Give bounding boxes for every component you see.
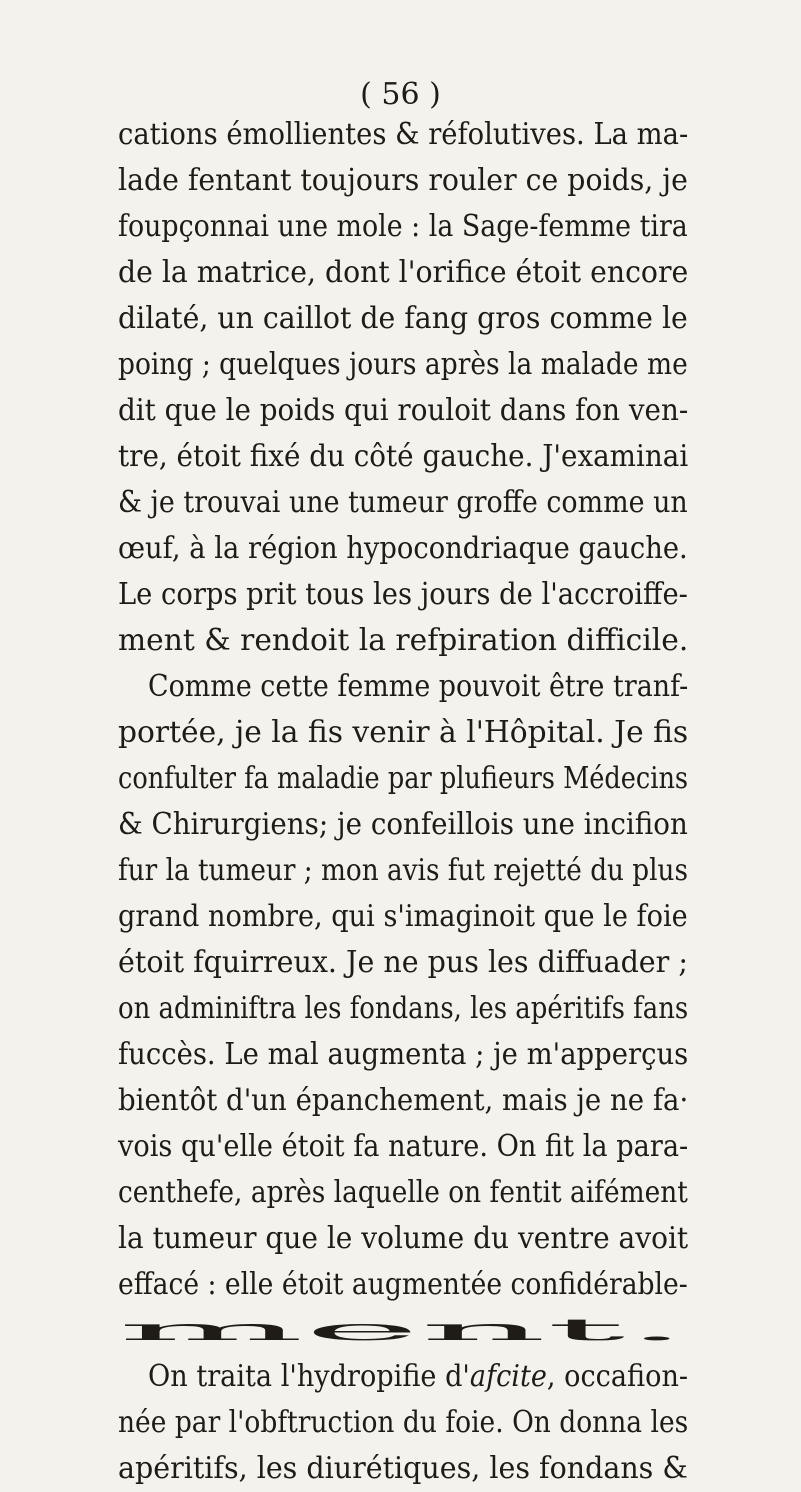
text-line: ment & rendoit la refpiration difficile. xyxy=(118,623,689,658)
text-line: on adminiftra les fondans, les apéritifs fans xyxy=(118,991,689,1026)
text-line: ment. xyxy=(118,1313,688,1348)
text-line: bientôt d'un épanchement, mais je ne fa· xyxy=(118,1083,689,1118)
text-line: Le corps prit tous les jours de l'accroiffe- xyxy=(118,577,688,612)
text-line: & Chirurgiens; je confeillois une incifion xyxy=(118,807,688,842)
text-run: , occafion- xyxy=(546,1359,689,1394)
text-line: foupçonnai une mole : la Sage-femme tira xyxy=(118,209,688,244)
text-line: vois qu'elle étoit fa nature. On fit la para- xyxy=(118,1129,689,1164)
text-line: fuccès. Le mal augmenta ; je m'apperçus xyxy=(118,1037,689,1072)
text-line: dit que le poids qui rouloit dans fon ven- xyxy=(118,393,689,428)
text-line: effacé : elle étoit augmentée confidérable- xyxy=(118,1267,688,1302)
italic-word: afcite xyxy=(469,1359,547,1394)
text-line: tre, étoit fixé du côté gauche. J'examinai xyxy=(118,439,689,474)
text-line: dilaté, un caillot de fang gros comme le xyxy=(118,301,688,336)
text-line xyxy=(148,1354,688,1400)
text-line: portée, je la fis venir à l'Hôpital. Je fis xyxy=(118,715,689,750)
text-line: confulter fa maladie par plufieurs Médecins xyxy=(118,761,689,796)
text-line: étoit fquirreux. Je ne pus les diffuader ; xyxy=(118,945,688,980)
text-line: centhefe, après laquelle on fentit aifément xyxy=(118,1175,688,1210)
text-line: fur la tumeur ; mon avis fut rejetté du plus xyxy=(118,853,688,888)
text-line: Comme cette femme pouvoit être tranf- xyxy=(148,669,689,704)
text-line: lade fentant toujours rouler ce poids, je xyxy=(118,163,688,198)
text-run: On traita l'hydropifie d' xyxy=(148,1359,470,1394)
text-line: la tumeur que le volume du ventre avoit xyxy=(118,1221,689,1256)
text-line: apéritifs, les diurétiques, les fondans & xyxy=(118,1451,688,1486)
text-line: cations émollientes & réfolutives. La ma- xyxy=(118,117,689,152)
text-line: poing ; quelques jours après la malade me xyxy=(118,347,688,382)
text-line: grand nombre, qui s'imaginoit que le foie xyxy=(118,899,688,934)
text-line: née par l'obftruction du foie. On donna les xyxy=(118,1405,689,1440)
text-line: & je trouvai une tumeur groffe comme un xyxy=(118,485,688,520)
text-line: œuf, à la région hypocondriaque gauche. xyxy=(118,531,688,566)
text-line: de la matrice, dont l'orifice étoit encore xyxy=(118,255,689,290)
page-number: ( 56 ) xyxy=(360,77,441,112)
